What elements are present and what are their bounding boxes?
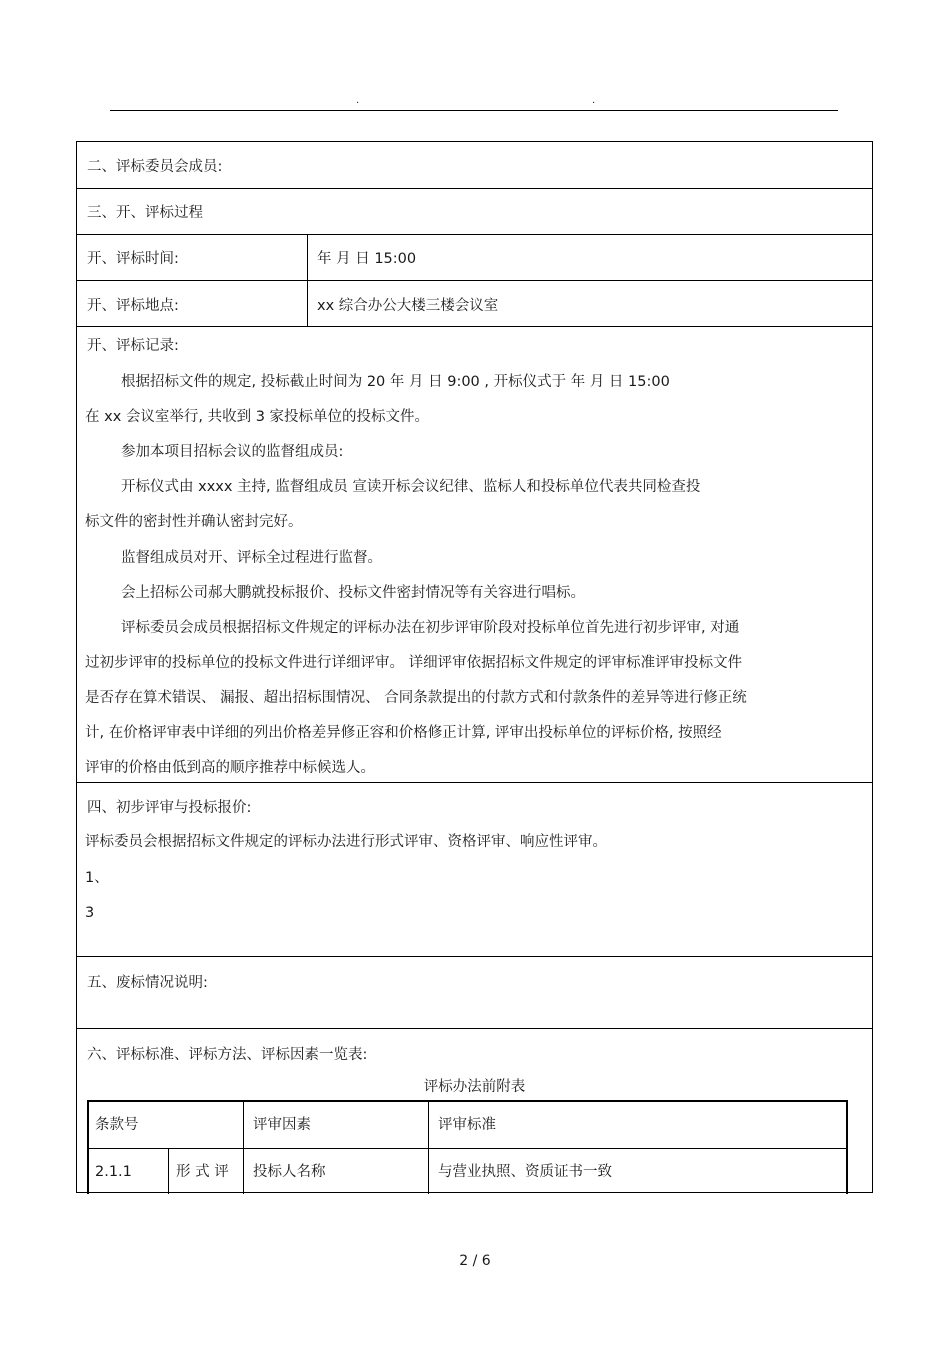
evaluation-report-table xyxy=(76,141,873,1193)
prelim-item: 1、 xyxy=(85,870,109,886)
column-divider xyxy=(307,281,308,326)
table-caption: 评标办法前附表 xyxy=(423,1079,526,1095)
record-line: 会上招标公司郝大鹏就投标报价、投标文件密封情况等有关容进行唱标。 xyxy=(121,585,585,601)
record-line: 计, 在价格评审表中详细的列出价格差异修正容和价格修正计算, 评审出投标单位的评标价格, 按照经 xyxy=(85,725,722,741)
header-rule xyxy=(110,110,838,111)
record-line: 是否存在算术错误、 漏报、超出招标围情况、 合同条款提出的付款方式和付款条件的差异等进行修正统 xyxy=(85,690,747,706)
prelim-row xyxy=(77,782,872,956)
process-row xyxy=(77,188,872,234)
record-line: 评标委员会成员根据招标文件规定的评标办法在初步评审阶段对投标单位首先进行初步评审, 对通 xyxy=(121,620,740,636)
row-divider xyxy=(89,1148,846,1149)
prelim-heading: 四、初步评审与投标报价: xyxy=(87,800,252,816)
cell-standard: 与营业执照、资质证书一致 xyxy=(438,1164,612,1180)
page-indicator: 2 / 6 xyxy=(459,1253,491,1269)
time-value: 年 月 日 15:00 xyxy=(317,251,417,267)
record-line: 评审的价格由低到高的顺序推荐中标候选人。 xyxy=(85,760,375,776)
cell-factor: 投标人名称 xyxy=(253,1164,326,1180)
time-row xyxy=(77,234,872,280)
appendix-table xyxy=(87,1100,848,1194)
prelim-item: 3 xyxy=(85,905,95,921)
committee-heading: 二、评标委员会成员: xyxy=(87,159,223,175)
record-line: 过初步评审的投标单位的投标文件进行详细评审。 详细评审依据招标文件规定的评审标准评审投标文件 xyxy=(85,655,743,671)
record-line: 标文件的密封性并确认密封完好。 xyxy=(85,514,303,530)
column-divider xyxy=(307,235,308,280)
place-row xyxy=(77,280,872,326)
place-value: xx 综合办公大楼三楼会议室 xyxy=(317,298,499,314)
cell-category: 形 式 评 xyxy=(176,1164,229,1180)
header-standard: 评审标准 xyxy=(438,1117,496,1133)
invalid-heading: 五、废标情况说明: xyxy=(87,975,208,991)
standards-heading: 六、评标标准、评标方法、评标因素一览表: xyxy=(87,1047,368,1063)
column-divider xyxy=(168,1148,169,1194)
record-line: 根据招标文件的规定, 投标截止时间为 20 年 月 日 9:00 , 开标仪式于 年 月 日 15:00 xyxy=(121,374,670,390)
invalid-row xyxy=(77,956,872,1028)
prelim-text: 评标委员会根据招标文件规定的评标办法进行形式评审、资格评审、响应性评审。 xyxy=(85,834,607,850)
record-line: 在 xx 会议室举行, 共收到 3 家投标单位的投标文件。 xyxy=(85,409,430,425)
record-label: 开、评标记录: xyxy=(87,338,179,354)
cell-clause: 2.1.1 xyxy=(95,1164,132,1180)
header-clause: 条款号 xyxy=(95,1117,139,1133)
header-mark-right: . xyxy=(592,95,596,106)
time-label: 开、评标时间: xyxy=(87,251,179,267)
record-line: 监督组成员对开、评标全过程进行监督。 xyxy=(121,550,382,566)
record-line: 开标仪式由 xxxx 主持, 监督组成员 宣读开标会议纪律、监标人和投标单位代表共同检查投 xyxy=(121,479,701,495)
process-heading: 三、开、评标过程 xyxy=(87,205,203,221)
record-line: 参加本项目招标会议的监督组成员: xyxy=(121,444,344,460)
committee-row xyxy=(77,142,872,188)
place-label: 开、评标地点: xyxy=(87,298,179,314)
record-row xyxy=(77,326,872,782)
header-mark-left: . xyxy=(356,95,360,106)
header-factor: 评审因素 xyxy=(253,1117,311,1133)
